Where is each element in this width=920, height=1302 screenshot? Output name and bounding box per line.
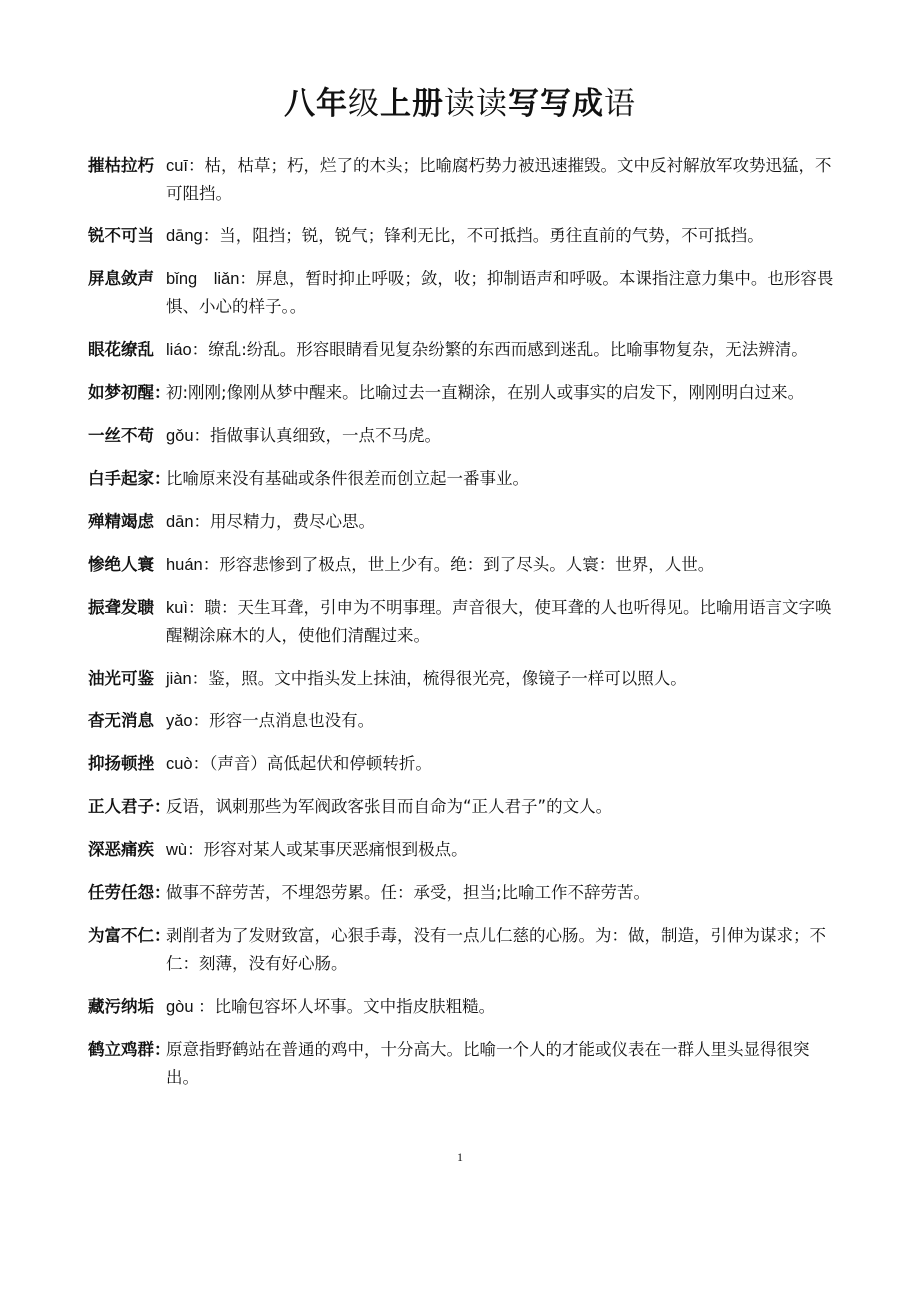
- idiom-entry: [88, 707, 838, 735]
- idiom-term: 一丝不苟: [88, 426, 154, 445]
- idiom-entry: [88, 379, 838, 407]
- idiom-entry: [88, 836, 838, 864]
- idiom-term: 藏污纳垢: [88, 997, 154, 1016]
- idiom-term: 屏息敛声: [88, 269, 154, 288]
- idiom-definition: 指做事认真细致，一点不马虎。: [210, 426, 442, 445]
- idiom-term: 摧枯拉朽: [88, 156, 154, 175]
- idiom-entry: [88, 922, 838, 978]
- idiom-definition: 比喻包容坏人坏事。文中指皮肤粗糙。: [214, 997, 496, 1016]
- idiom-entry: [88, 879, 838, 907]
- idiom-entry: [88, 508, 838, 536]
- idiom-pinyin: bǐng liǎn：: [166, 270, 256, 288]
- idiom-term: 为富不仁：: [88, 926, 171, 945]
- idiom-term: 白手起家：: [88, 469, 171, 488]
- idiom-entry: [88, 551, 838, 579]
- idiom-entry: [88, 594, 838, 650]
- idiom-term: 殚精竭虑: [88, 512, 154, 531]
- page-title: [0, 82, 920, 126]
- idiom-entry: [88, 465, 838, 493]
- idiom-entry: [88, 152, 838, 208]
- idiom-term: 油光可鉴: [88, 669, 154, 688]
- idiom-definition: 屏息，暂时抑止呼吸；敛，收；抑制语声和呼吸。本课指注意力集中。也形容畏惧、小心的样子。。: [166, 269, 834, 316]
- idiom-pinyin: gòu ：: [166, 998, 215, 1016]
- idiom-term: 惨绝人寰: [88, 555, 154, 574]
- idiom-pinyin: huán：: [166, 556, 220, 574]
- idiom-term: 如梦初醒：: [88, 383, 171, 402]
- idiom-entry: [88, 336, 838, 364]
- idiom-pinyin: kuì：: [166, 599, 205, 617]
- idiom-definition: 形容悲惨到了极点，世上少有。绝：到了尽头。人寰：世界，人世。: [219, 555, 715, 574]
- idiom-pinyin: jiàn：: [166, 670, 209, 688]
- idiom-list: [88, 152, 838, 1107]
- idiom-definition: （声音）高低起伏和停顿转折。: [209, 754, 432, 773]
- idiom-term: 振聋发聩: [88, 598, 154, 617]
- idiom-term: 锐不可当: [88, 226, 154, 245]
- page-number: 1: [457, 1150, 463, 1164]
- idiom-definition: 初:刚刚;像刚从梦中醒来。比喻过去一直糊涂，在别人或事实的启发下，刚刚明白过来。: [166, 383, 805, 402]
- title-part: 读读: [444, 86, 508, 122]
- idiom-entry: [88, 665, 838, 693]
- idiom-term: 鹤立鸡群：: [88, 1040, 171, 1059]
- idiom-entry: [88, 793, 838, 821]
- idiom-entry: [88, 265, 838, 321]
- idiom-definition: 缭乱:纷乱。形容眼睛看见复杂纷繁的东西而感到迷乱。比喻事物复杂，无法辨清。: [208, 340, 808, 359]
- idiom-pinyin: wù：: [166, 841, 204, 859]
- idiom-pinyin: cuī：: [166, 157, 205, 175]
- idiom-entry: [88, 222, 838, 250]
- idiom-pinyin: liáo：: [166, 341, 209, 359]
- idiom-definition: 当，阻挡；锐，锐气；锋利无比，不可抵挡。勇往直前的气势，不可抵挡。: [219, 226, 764, 245]
- idiom-pinyin: yǎo：: [166, 712, 210, 730]
- idiom-entry: [88, 993, 838, 1021]
- idiom-term: 眼花缭乱: [88, 340, 154, 359]
- idiom-term: 抑扬顿挫: [88, 754, 154, 773]
- idiom-pinyin: dāng：: [166, 227, 220, 245]
- idiom-definition: 枯，枯草；朽，烂了的木头；比喻腐朽势力被迅速摧毁。文中反衬解放军攻势迅猛，不可阻挡。: [166, 156, 832, 203]
- title-part: 写写成: [508, 86, 604, 122]
- idiom-definition: 形容对某人或某事厌恶痛恨到极点。: [203, 840, 468, 859]
- idiom-definition: 用尽精力，费尽心思。: [210, 512, 376, 531]
- idiom-pinyin: gǒu：: [166, 427, 211, 445]
- idiom-definition: 剥削者为了发财致富，心狠手毒，没有一点儿仁慈的心肠。为：做，制造，引伸为谋求；不仁：刻薄，没有好心肠。: [166, 926, 826, 973]
- idiom-term: 正人君子：: [88, 797, 171, 816]
- title-part: 八年: [284, 86, 348, 122]
- idiom-entry: [88, 1036, 838, 1092]
- idiom-definition: 聩：天生耳聋，引申为不明事理。声音很大，使耳聋的人也听得见。比喻用语言文字唤醒糊涂麻木的人，使他们清醒过来。: [166, 598, 832, 645]
- idiom-definition: 反语，讽刺那些为军阀政客张目而自命为“正人君子”的文人。: [166, 797, 613, 816]
- title-part: 级: [348, 86, 380, 122]
- title-part: 语: [604, 86, 636, 122]
- idiom-term: 任劳任怨：: [88, 883, 171, 902]
- idiom-entry: [88, 422, 838, 450]
- idiom-definition: 比喻原来没有基础或条件很差而创立起一番事业。: [166, 469, 529, 488]
- idiom-definition: 鉴，照。文中指头发上抹油，梳得很光亮，像镜子一样可以照人。: [208, 669, 687, 688]
- idiom-entry: [88, 750, 838, 778]
- title-part: 上册: [380, 86, 444, 122]
- idiom-definition: 原意指野鹤站在普通的鸡中，十分高大。比喻一个人的才能或仪表在一群人里头显得很突出。: [166, 1040, 810, 1087]
- idiom-pinyin: dān：: [166, 513, 211, 531]
- idiom-definition: 做事不辞劳苦，不埋怨劳累。任：承受，担当;比喻工作不辞劳苦。: [166, 883, 651, 902]
- idiom-term: 深恶痛疾: [88, 840, 154, 859]
- idiom-term: 杳无消息: [88, 711, 154, 730]
- idiom-definition: 形容一点消息也没有。: [209, 711, 375, 730]
- idiom-pinyin: cuò：: [166, 755, 210, 773]
